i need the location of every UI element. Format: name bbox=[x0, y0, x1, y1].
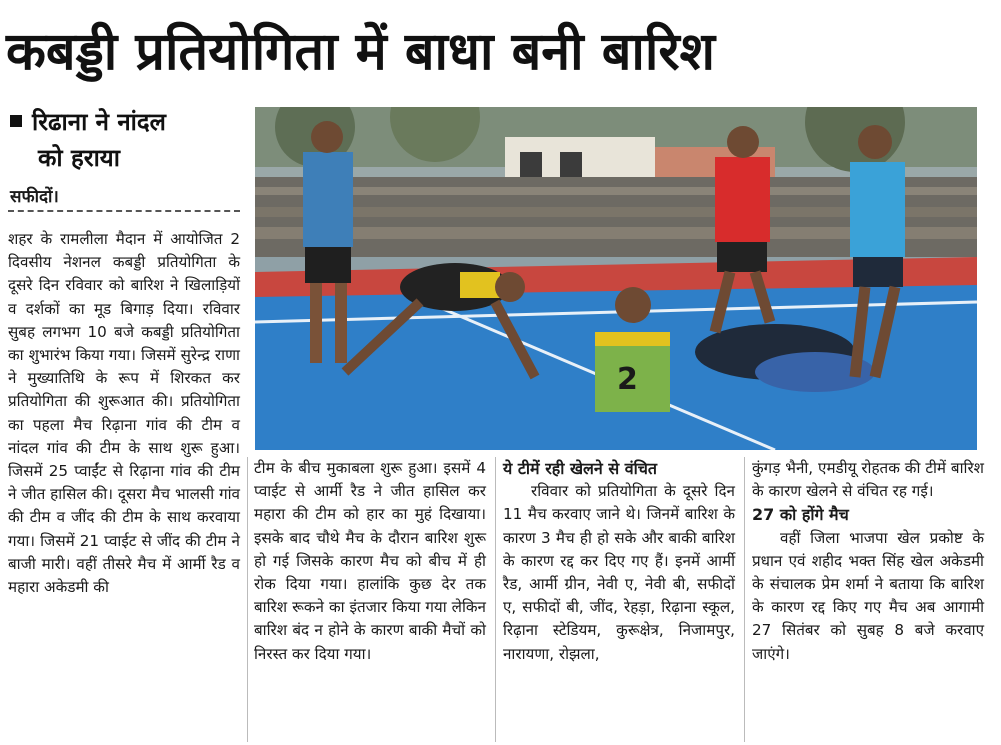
article-column-3 bbox=[503, 457, 735, 666]
subheadline-line-2: को हराया bbox=[38, 144, 120, 172]
column-4-heading: 27 को होंगे मैच bbox=[752, 505, 849, 525]
article-column-4 bbox=[752, 457, 984, 666]
column-3-heading: ये टीमें रही खेलने से वंचित bbox=[503, 459, 658, 478]
jersey-number: 2 bbox=[617, 362, 638, 397]
kabaddi-match-photo bbox=[255, 107, 977, 450]
bullet-square-icon bbox=[10, 115, 22, 127]
column-rule-2 bbox=[495, 457, 496, 742]
column-4-text: वहीं जिला भाजपा खेल प्रकोष्ट के प्रधान एवं शहीद भक्त सिंह खेल अकेडमी के संचालक प्रेम शर्मा ने बताया कि बारिश के कारण रद्द किए गए मैच अब आगामी 27 सितंबर को सुबह 8 बजे करवाए जाएंगे। bbox=[752, 528, 984, 663]
column-1-text: शहर के रामलीला मैदान में आयोजित 2 दिवसीय नेशनल कबड्डी प्रतियोगिता के दूसरे दिन रविवार को बारिश ने खिलाड़ियों व दर्शकों का मूड बिगाड़ दिया। रविवार सुबह लगभग 10 बजे कबड्डी प्रतियोगिता का शुभारंभ किया गया। जिसमें सुरेन्द्र राणा ने मुख्यातिथि के रूप में शिरकत कर प्रतियोगिता की शुरूआत की। प्रतियोगिता का पहला मैच रिढ़ाना गांव की टीम व नांदल गांव की टीम के साथ शुरू हुआ। जिसमें 25 प्वाईंट से रिढ़ाना गांव की टीम ने जीत हासिल की। दूसरा मैच भालसी गांव की टीम व जींद की टीम के साथ करवाया गया। जिसमें 21 प्वाईट से जींद की टीम ने बाजी मारी। वहीं तीसरे मैच में आर्मी रैड व महारा अकेडमी की bbox=[8, 230, 240, 597]
dashed-divider bbox=[8, 210, 240, 212]
dateline: सफीदों। bbox=[10, 187, 59, 207]
subheadline-line-1: रिढाना ने नांदल bbox=[32, 108, 166, 136]
column-4-text-top: कुंगड़ भैनी, एमडीयू रोहतक की टीमें बारिश के कारण खेलने से वंचित रह गई। bbox=[752, 459, 984, 501]
subheadline bbox=[10, 104, 245, 176]
column-rule-1 bbox=[247, 457, 248, 742]
photo-illustration bbox=[255, 107, 977, 450]
column-rule-3 bbox=[744, 457, 745, 742]
article-column-1 bbox=[8, 228, 240, 599]
headline: कबड्डी प्रतियोगिता में बाधा बनी बारिश bbox=[6, 22, 715, 82]
column-3-text: रविवार को प्रतियोगिता के दूसरे दिन 11 मैच करवाए जाने थे। जिनमें बारिश के कारण 3 मैच ही हो सके और बाकी बारिश के कारण रद्द कर दिए गए हैं। इनमें आर्मी रैड, आर्मी ग्रीन, नेवी ए, नेवी बी, सफीदों ए, सफीदों बी, जींद, रेहड़ा, रिढ़ाना स्कूल, रिढ़ाना स्टेडियम, कुरूक्षेत्र, निजामपुर, नारायणा, रोझला, bbox=[503, 482, 735, 663]
article-column-2 bbox=[254, 457, 486, 666]
column-2-text: टीम के बीच मुकाबला शुरू हुआ। इसमें 4 प्वाईट से आर्मी रैड ने जीत हासिल कर महारा की टीम को हार का मुहं दिखाया। इसके बाद चौथे मैच के दौरान बारिश शुरू हो गई जिसके कारण मैच को बीच में ही रोक दिया गया। हालांकि कुछ देर तक बारिश रूकने का इंतजार किया गया लेकिन बारिश बंद न होने के कारण बाकी मैचों को निरस्त कर दिया गया। bbox=[254, 459, 486, 663]
